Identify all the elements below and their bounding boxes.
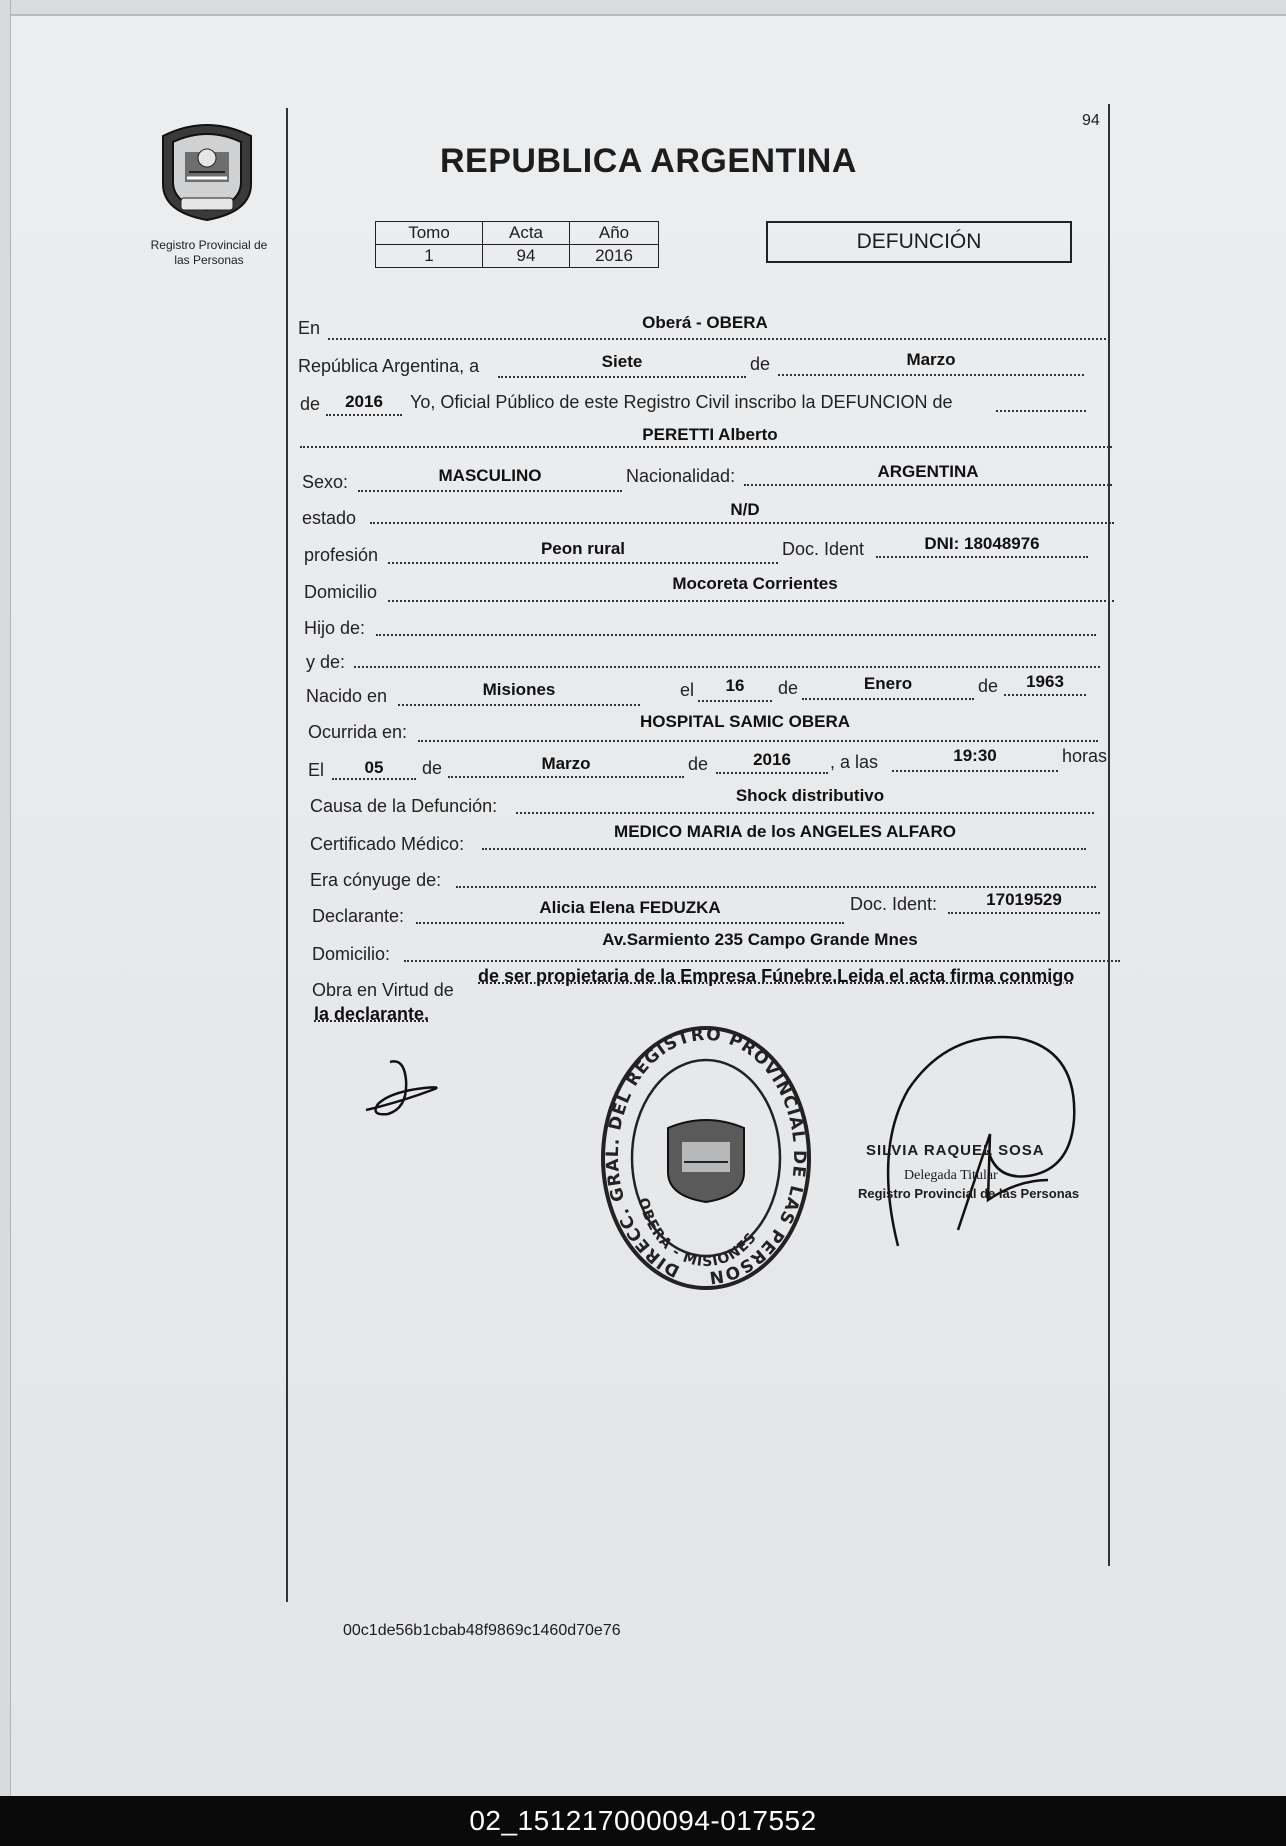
domicilio-label: Domicilio [304, 582, 378, 602]
death-day-value: 05 [364, 758, 384, 777]
dotted-line [300, 446, 1112, 448]
sexo-value: MASCULINO [438, 466, 542, 485]
death-month-value: Marzo [541, 754, 591, 773]
death-time-value: 19:30 [953, 746, 997, 765]
causa-label: Causa de la Defunción: [310, 796, 498, 816]
sexo-label: Sexo: [302, 472, 349, 492]
dotted-line [358, 490, 622, 492]
dotted-line [416, 922, 844, 924]
declarante-value: Alicia Elena FEDUZKA [539, 898, 721, 917]
declarante-doc-label: Doc. Ident: [850, 894, 938, 914]
declarante-doc-value: 17019529 [986, 890, 1062, 909]
record-table-header: Acta [483, 222, 570, 245]
certificado-label: Certificado Médico: [310, 834, 465, 854]
document-hash: 00c1de56b1cbab48f9869c1460d70e76 [343, 1622, 621, 1639]
page-number: 94 [1082, 112, 1100, 129]
official-signature-icon [878, 1030, 1080, 1250]
day-word-value: Siete [601, 352, 643, 371]
dotted-line [698, 700, 772, 702]
dotted-line [456, 886, 1096, 888]
profesion-label: profesión [304, 545, 379, 565]
year-value: 2016 [345, 392, 383, 411]
nacido-label: Nacido en [306, 686, 388, 706]
dotted-line [716, 772, 828, 774]
el-label: el [680, 680, 695, 700]
right-margin-line [1108, 104, 1110, 1566]
dotted-line [354, 666, 1100, 668]
a-las-label: , a las [830, 752, 879, 772]
domicilio-value: Mocoreta Corrientes [672, 574, 838, 593]
deceased-name-value: PERETTI Alberto [642, 425, 778, 444]
horas-label: horas [1062, 746, 1108, 766]
document-title: REPUBLICA ARGENTINA [440, 142, 857, 180]
nacido-value: Misiones [482, 680, 556, 699]
hijo-de-label: Hijo de: [304, 618, 366, 638]
de-label: de [688, 754, 709, 774]
y-de-label: y de: [306, 652, 346, 672]
document-type-box: DEFUNCIÓN [766, 221, 1072, 263]
dotted-line [326, 414, 402, 416]
doc-ident-label: Doc. Ident [782, 539, 865, 559]
de-label: de [422, 758, 443, 778]
estado-label: estado [302, 508, 357, 528]
record-table-header: Año [570, 222, 659, 245]
page-edge-top [0, 0, 1286, 16]
dotted-line [744, 484, 1112, 486]
dotted-line [448, 776, 684, 778]
page-edge-left [0, 0, 11, 1796]
dotted-line [332, 778, 416, 780]
official-role: Delegada Titular [904, 1168, 998, 1183]
causa-value: Shock distributivo [735, 786, 885, 805]
estado-value: N/D [730, 500, 760, 519]
de-label: de [300, 394, 321, 414]
record-table-value-row [376, 245, 659, 268]
dotted-line [498, 376, 746, 378]
dotted-line [418, 740, 1098, 742]
file-id-bar: 02_151217000094-017552 [0, 1796, 1286, 1846]
death-year-value: 2016 [753, 750, 791, 769]
anio-value: 2016 [570, 245, 659, 268]
dotted-line [996, 410, 1086, 412]
official-name: SILVIA RAQUEL SOSA [866, 1142, 1045, 1159]
en-label: En [298, 318, 321, 338]
birth-month-value: Enero [863, 674, 913, 693]
left-margin-line [286, 108, 288, 1602]
yo-text: Yo, Oficial Público de este Registro Civil inscribo la DEFUNCION de [410, 392, 953, 412]
obra-value-line2: la declarante. [314, 1004, 430, 1024]
conyuge-label: Era cónyuge de: [310, 870, 442, 890]
profesion-value: Peon rural [540, 539, 626, 558]
birth-year-value: 1963 [1026, 672, 1064, 691]
dotted-line [376, 634, 1096, 636]
el-label: El [308, 760, 325, 780]
dotted-line [802, 698, 974, 700]
obra-value-line1: de ser propietaria de la Empresa Fúnebre.Leida el acta firma conmigo [478, 966, 1075, 986]
official-stamp-icon [600, 1024, 812, 1294]
dotted-line [388, 600, 1114, 602]
de-label: de [978, 676, 999, 696]
official-organization: Registro Provincial de las Personas [858, 1186, 1080, 1201]
de-label: de [750, 354, 771, 374]
dotted-line [516, 812, 1094, 814]
birth-day-value: 16 [725, 676, 745, 695]
dotted-line [876, 556, 1088, 558]
registry-label [136, 238, 282, 268]
month-word-value: Marzo [906, 350, 956, 369]
ocurrida-value: HOSPITAL SAMIC OBERA [640, 712, 850, 731]
dotted-line [388, 562, 778, 564]
dotted-line [370, 522, 1114, 524]
nacionalidad-label: Nacionalidad: [626, 466, 736, 486]
nacionalidad-value: ARGENTINA [877, 462, 979, 481]
declarante-label: Declarante: [312, 906, 405, 926]
record-table [375, 221, 659, 268]
dotted-line [328, 338, 1110, 340]
tomo-value: 1 [376, 245, 483, 268]
registry-label-line2: las Personas [174, 253, 244, 267]
republica-label: República Argentina, a [298, 356, 480, 376]
domicilio2-value: Av.Sarmiento 235 Campo Grande Mnes [602, 930, 918, 949]
de-label: de [778, 678, 799, 698]
dotted-line [482, 848, 1086, 850]
ocurrida-label: Ocurrida en: [308, 722, 408, 742]
record-table-header-row [376, 222, 659, 245]
place-value: Oberá - OBERA [642, 313, 768, 332]
dotted-line [948, 912, 1100, 914]
domicilio2-label: Domicilio: [312, 944, 391, 964]
dotted-line [1004, 694, 1086, 696]
dotted-line [404, 960, 1120, 962]
provincial-seal-icon [155, 114, 259, 224]
dotted-line [398, 704, 640, 706]
stamp-inner-text: OBERA - MISIONES [634, 1196, 761, 1271]
obra-label: Obra en Virtud de [312, 980, 454, 1000]
certificado-value: MEDICO MARIA de los ANGELES ALFARO [614, 822, 956, 841]
dotted-line [892, 770, 1058, 772]
record-table-header: Tomo [376, 222, 483, 245]
stamp-outer-text: DIRECC. GRAL. DEL REGISTRO PROVINCIAL DE LAS PERSON [602, 1024, 810, 1288]
declarant-signature-icon [360, 1052, 450, 1132]
registry-label-line1: Registro Provincial de [150, 238, 268, 252]
doc-ident-value: DNI: 18048976 [924, 534, 1040, 553]
dotted-line [778, 374, 1084, 376]
acta-value: 94 [483, 245, 570, 268]
